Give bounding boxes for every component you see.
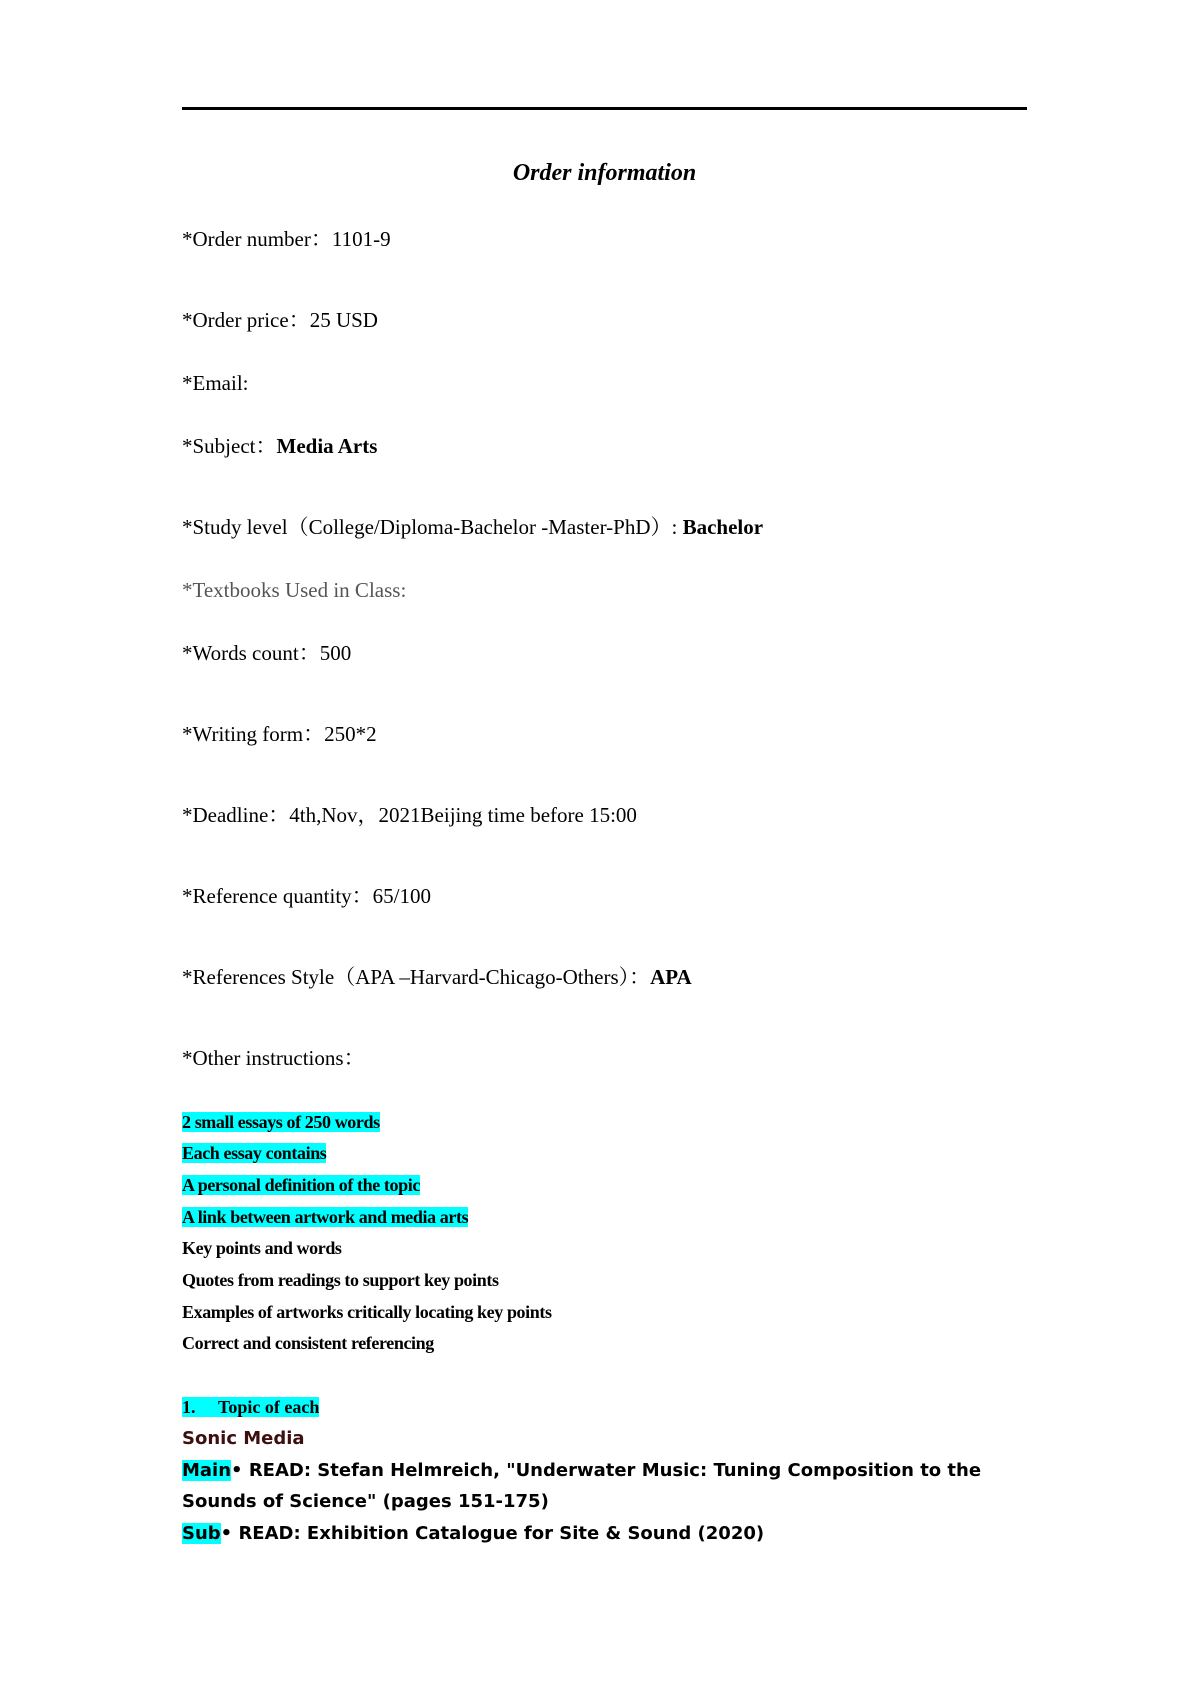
field-label: *Words count — [182, 641, 299, 665]
field-value: APA — [650, 965, 692, 989]
field-other-instructions — [182, 1044, 365, 1072]
field-separator: ： — [343, 1046, 365, 1070]
instruction-line — [182, 1173, 420, 1197]
field-label: *Subject — [182, 434, 256, 458]
field-value: 500 — [319, 641, 352, 665]
field-value: Bachelor — [682, 515, 764, 539]
field-separator: ： — [303, 722, 325, 746]
instruction-text: 2 small essays of 250 words — [182, 1112, 380, 1132]
instruction-text: Correct and consistent referencing — [182, 1333, 434, 1353]
field-value: 65/100 — [372, 884, 432, 908]
field-label: *Other instructions — [182, 1046, 344, 1070]
field-value: 250*2 — [324, 722, 377, 746]
field-study-level — [182, 513, 763, 541]
instruction-text: Examples of artworks critically locating key points — [182, 1302, 552, 1322]
instruction-text: Quotes from readings to support key points — [182, 1270, 499, 1290]
field-label: *Email: — [182, 371, 249, 395]
field-separator: : — [671, 515, 683, 539]
main-tag: Main — [182, 1460, 232, 1481]
field-value: 4th,Nov，2021Beijing time before 15:00 — [289, 803, 637, 827]
instruction-line — [182, 1236, 342, 1260]
instruction-line — [182, 1141, 326, 1165]
field-label: *Order price — [182, 308, 289, 332]
main-reading-line1: • READ: Stefan Helmreich, "Underwater Music: Tuning Composition to the — [231, 1460, 982, 1481]
instruction-text: Each essay contains — [182, 1143, 327, 1163]
topic-number: 1. — [182, 1397, 196, 1417]
field-words-count — [182, 639, 351, 667]
instruction-text: A link between artwork and media arts — [182, 1207, 469, 1227]
field-separator: ： — [351, 884, 373, 908]
instruction-line — [182, 1331, 434, 1355]
field-label: *References Style（APA –Harvard-Chicago-Others） — [182, 965, 630, 989]
instruction-text: Key points and words — [182, 1238, 342, 1258]
field-separator: ： — [298, 641, 320, 665]
instruction-line — [182, 1205, 468, 1229]
topic-heading-text: Topic of each — [218, 1397, 320, 1417]
field-label: *Reference quantity — [182, 884, 352, 908]
field-deadline — [182, 801, 637, 829]
instruction-text: A personal definition of the topic — [182, 1175, 420, 1195]
field-value: 25 USD — [309, 308, 378, 332]
field-separator: ： — [310, 227, 332, 251]
field-reference-quantity — [182, 882, 431, 910]
field-separator: ： — [255, 434, 277, 458]
header-rule — [182, 107, 1027, 110]
sub-reading — [182, 1522, 764, 1546]
field-email — [182, 369, 249, 397]
field-writing-form — [182, 720, 377, 748]
main-reading-line2: Sounds of Science" (pages 151-175) — [182, 1491, 549, 1512]
field-value: 1101-9 — [331, 227, 391, 251]
field-separator: ： — [268, 803, 290, 827]
main-reading-continuation — [182, 1490, 549, 1514]
field-subject — [182, 432, 377, 460]
field-references-style — [182, 963, 692, 991]
field-label: *Study level（College/Diploma-Bachelor -Master-PhD） — [182, 515, 672, 539]
topic-name: Sonic Media — [182, 1428, 305, 1449]
field-separator: ： — [288, 308, 310, 332]
field-separator: ： — [629, 965, 651, 989]
field-label: *Deadline — [182, 803, 269, 827]
instruction-line — [182, 1300, 552, 1324]
field-textbooks — [182, 576, 406, 604]
sub-tag: Sub — [182, 1523, 221, 1544]
instruction-line — [182, 1110, 380, 1134]
main-reading — [182, 1459, 981, 1483]
sub-reading-text: • READ: Exhibition Catalogue for Site & Sound (2020) — [220, 1523, 765, 1544]
field-label: *Writing form — [182, 722, 304, 746]
field-value: Media Arts — [276, 434, 378, 458]
field-order-number — [182, 225, 391, 253]
document-title: Order information — [512, 160, 697, 186]
field-order-price — [182, 306, 378, 334]
field-label: *Order number — [182, 227, 311, 251]
instruction-line — [182, 1268, 499, 1292]
topic-heading — [182, 1395, 319, 1419]
field-label: *Textbooks Used in Class: — [182, 578, 407, 602]
